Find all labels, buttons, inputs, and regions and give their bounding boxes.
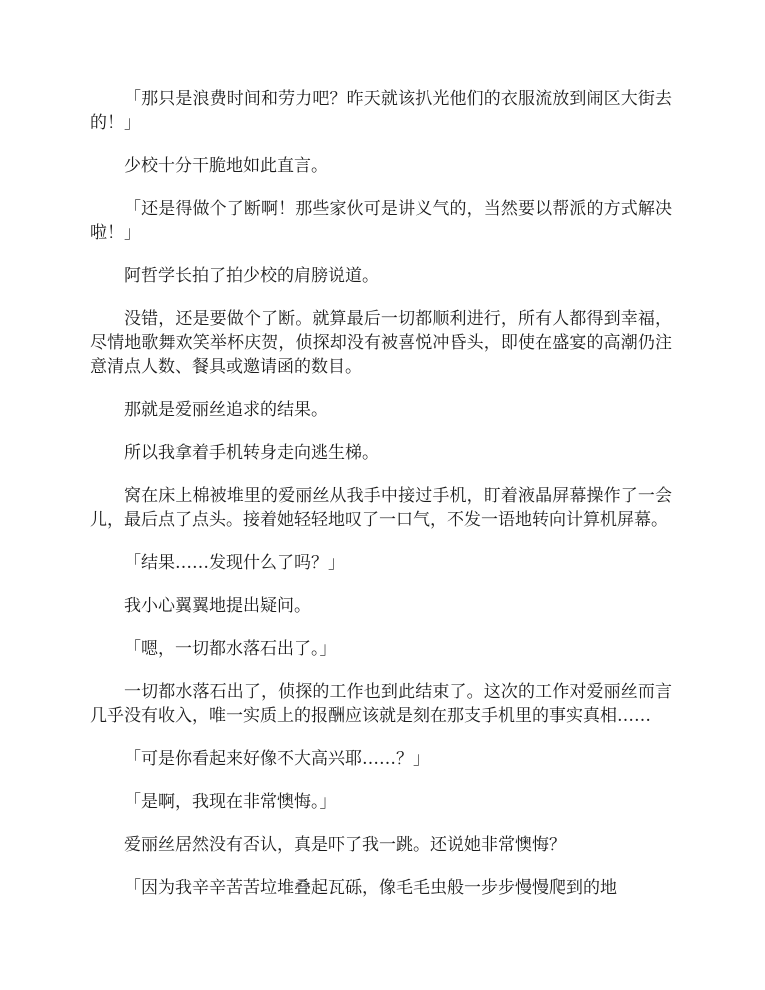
paragraph-8: 窝在床上棉被堆里的爱丽丝从我手中接过手机，盯着液晶屏幕操作了一会儿，最后点了点头。接着她轻轻地叹了一口气，不发一语地转向计算机屏幕。: [90, 486, 672, 530]
paragraph-7: 所以我拿着手机转身走向逃生梯。: [124, 443, 379, 463]
paragraph-5: 没错，还是要做个了断。就算最后一切都顺利进行，所有人都得到幸福，尽情地歌舞欢笑举杯庆贺，侦探却没有被喜悦冲昏头，即使在盛宴的高潮仍注意清点人数、餐具或邀请函的数目。: [90, 309, 672, 377]
paragraph-13: 「可是你看起来好像不大高兴耶……？」: [124, 749, 430, 769]
paragraph-3: 「还是得做个了断啊！那些家伙可是讲义气的，当然要以帮派的方式解决啦！」: [90, 199, 672, 243]
paragraph-10: 我小心翼翼地提出疑问。: [124, 596, 311, 616]
paragraph-16: 「因为我辛辛苦苦垃堆叠起瓦砾，像毛毛虫般一步步慢慢爬到的地: [124, 878, 617, 898]
paragraph-15: 爱丽丝居然没有否认，真是吓了我一跳。还说她非常懊悔？: [124, 835, 566, 855]
paragraph-4: 阿哲学长拍了拍少校的肩膀说道。: [124, 266, 379, 286]
paragraph-2: 少校十分干脆地如此直言。: [124, 156, 328, 176]
paragraph-6: 那就是爱丽丝追求的结果。: [124, 400, 328, 420]
paragraph-1: 「那只是浪费时间和劳力吧？昨天就该扒光他们的衣服流放到闹区大街去的！」: [90, 89, 672, 133]
paragraph-14: 「是啊，我现在非常懊悔。」: [124, 792, 337, 812]
paragraph-9: 「结果……发现什么了吗？」: [124, 553, 345, 573]
paragraph-11: 「嗯，一切都水落石出了。」: [124, 639, 337, 659]
document-page: [90, 87, 672, 919]
paragraph-12: 一切都水落石出了，侦探的工作也到此结束了。这次的工作对爱丽丝而言几乎没有收入，唯一实质上的报酬应该就是刻在那支手机里的事实真相……: [90, 682, 672, 726]
